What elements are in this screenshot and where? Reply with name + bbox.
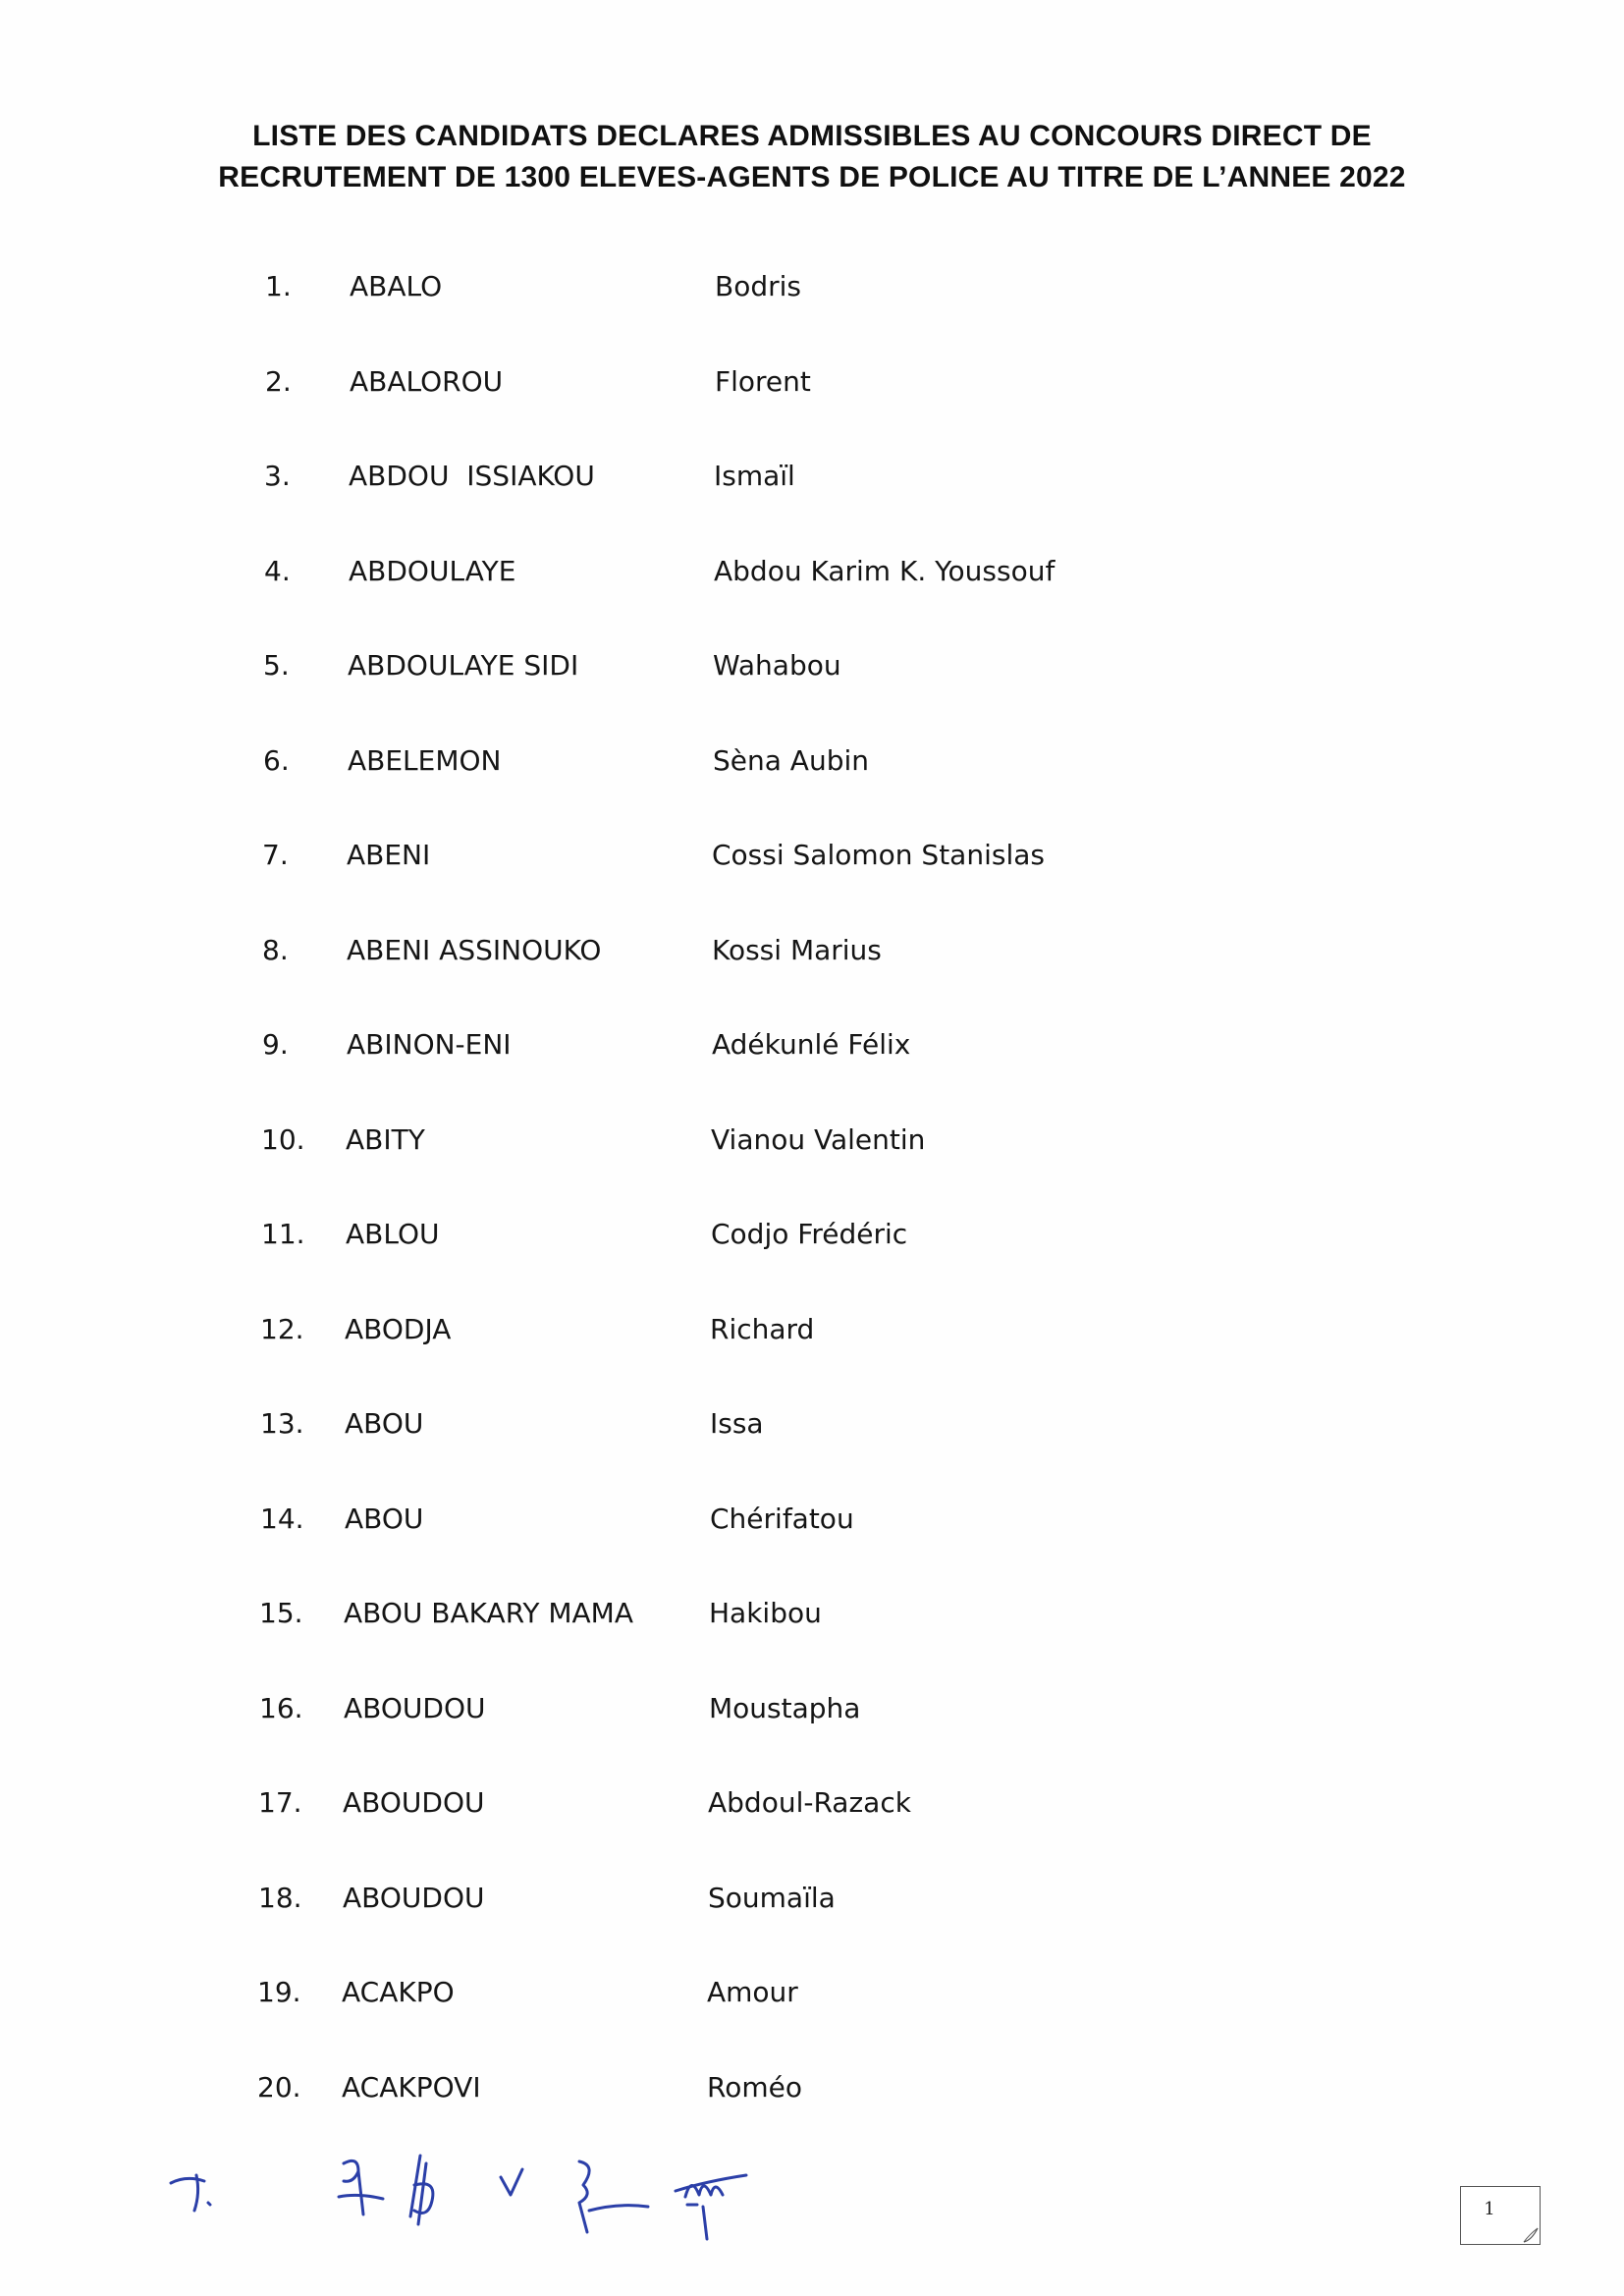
- signature-1: [171, 2175, 210, 2211]
- candidate-surname: ABENI: [347, 839, 431, 871]
- signature-4: [501, 2169, 522, 2195]
- candidate-number: 10.: [261, 1123, 305, 1156]
- candidate-firstname: Vianou Valentin: [711, 1123, 926, 1156]
- candidate-number: 1.: [265, 270, 292, 302]
- title-line-1: LISTE DES CANDIDATS DECLARES ADMISSIBLES AU CONCOURS DIRECT DE: [252, 120, 1372, 152]
- candidate-firstname: Codjo Frédéric: [711, 1218, 908, 1250]
- signature-3: [410, 2156, 433, 2224]
- candidate-surname: ACAKPOVI: [342, 2071, 481, 2104]
- candidate-surname: ABENI ASSINOUKO: [347, 934, 602, 966]
- candidate-number: 14.: [260, 1503, 304, 1535]
- signature-2: [339, 2160, 383, 2214]
- candidate-surname: ABDOULAYE: [349, 555, 516, 587]
- candidate-number: 18.: [258, 1882, 302, 1914]
- candidate-surname: ABOUDOU: [344, 1692, 486, 1724]
- candidate-firstname: Roméo: [707, 2071, 802, 2104]
- candidate-number: 17.: [258, 1786, 302, 1819]
- candidate-firstname: Issa: [710, 1407, 764, 1440]
- candidate-number: 3.: [264, 460, 291, 492]
- candidate-surname: ABDOU ISSIAKOU: [349, 460, 595, 492]
- candidate-firstname: Adékunlé Félix: [712, 1028, 911, 1061]
- candidate-number: 9.: [262, 1028, 289, 1061]
- candidate-number: 6.: [263, 744, 290, 777]
- candidate-number: 5.: [263, 649, 290, 682]
- candidate-number: 2.: [265, 365, 292, 398]
- candidate-number: 15.: [259, 1597, 303, 1629]
- page-number-box: [1460, 2186, 1541, 2245]
- candidate-surname: ABALO: [350, 270, 443, 302]
- candidate-firstname: Kossi Marius: [712, 934, 882, 966]
- candidate-firstname: Sèna Aubin: [713, 744, 870, 777]
- candidate-surname: ABOU: [345, 1503, 424, 1535]
- candidate-surname: ABITY: [346, 1123, 425, 1156]
- candidate-surname: ABINON-ENI: [347, 1028, 512, 1061]
- candidate-firstname: Amour: [707, 1976, 798, 2008]
- candidate-firstname: Abdou Karim K. Youssouf: [714, 555, 1056, 587]
- document-title: [0, 116, 1624, 198]
- candidate-surname: ABOU: [345, 1407, 424, 1440]
- candidate-surname: ABLOU: [346, 1218, 440, 1250]
- page-number: 1: [1484, 2199, 1495, 2219]
- page-curl-icon: [1518, 2222, 1542, 2246]
- candidate-firstname: Abdoul-Razack: [708, 1786, 911, 1819]
- candidate-firstname: Moustapha: [709, 1692, 861, 1724]
- candidate-number: 12.: [260, 1313, 304, 1345]
- candidate-firstname: Florent: [715, 365, 811, 398]
- signature-6: [676, 2175, 746, 2239]
- candidate-surname: ABELEMON: [348, 744, 502, 777]
- candidate-surname: ABOUDOU: [343, 1882, 485, 1914]
- candidate-number: 16.: [259, 1692, 303, 1724]
- candidate-firstname: Richard: [710, 1313, 815, 1345]
- candidate-firstname: Hakibou: [709, 1597, 822, 1629]
- candidate-number: 7.: [262, 839, 289, 871]
- candidate-surname: ABALOROU: [350, 365, 504, 398]
- candidate-number: 20.: [257, 2071, 301, 2104]
- candidate-surname: ABODJA: [345, 1313, 452, 1345]
- candidate-firstname: Soumaïla: [708, 1882, 836, 1914]
- candidate-firstname: Bodris: [715, 270, 801, 302]
- candidate-number: 13.: [260, 1407, 304, 1440]
- signatures: [157, 2146, 864, 2264]
- candidate-firstname: Ismaïl: [714, 460, 795, 492]
- candidate-firstname: Cossi Salomon Stanislas: [712, 839, 1045, 871]
- title-line-2: RECRUTEMENT DE 1300 ELEVES-AGENTS DE POLICE AU TITRE DE L’ANNEE 2022: [218, 161, 1406, 193]
- candidate-surname: ABDOULAYE SIDI: [348, 649, 579, 682]
- signature-5: [579, 2161, 648, 2232]
- candidate-firstname: Wahabou: [713, 649, 841, 682]
- candidate-number: 4.: [264, 555, 291, 587]
- candidate-number: 11.: [261, 1218, 305, 1250]
- candidate-number: 8.: [262, 934, 289, 966]
- candidate-surname: ABOUDOU: [343, 1786, 485, 1819]
- candidate-surname: ACAKPO: [342, 1976, 455, 2008]
- candidate-number: 19.: [257, 1976, 301, 2008]
- candidate-firstname: Chérifatou: [710, 1503, 854, 1535]
- candidate-surname: ABOU BAKARY MAMA: [344, 1597, 633, 1629]
